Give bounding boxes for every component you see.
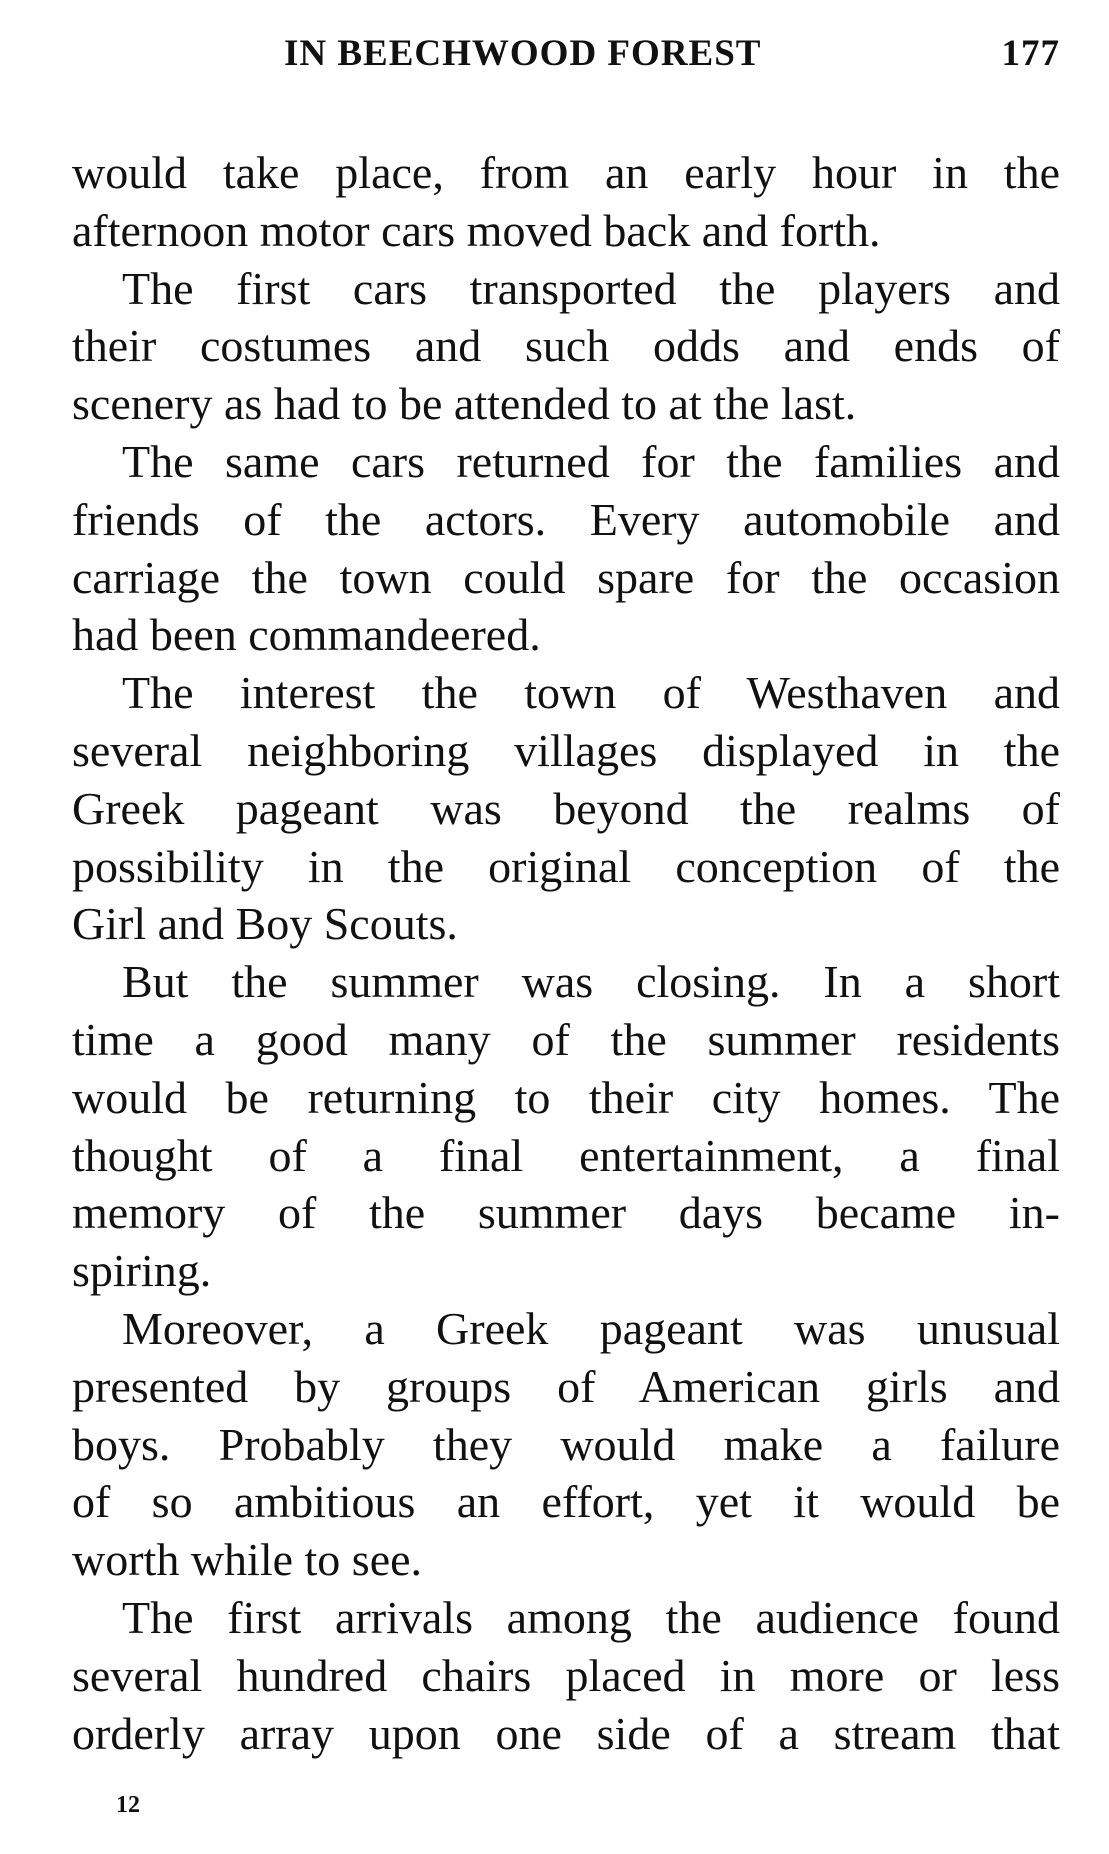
signature-mark: 12	[116, 1792, 140, 1818]
paragraph-start-line: Moreover, a Greek pageant was unusual	[122, 1302, 1060, 1354]
book-page	[72, 24, 1060, 1834]
text-line: their costumes and such odds and ends of	[72, 320, 1060, 372]
text-line: Girl and Boy Scouts.	[72, 898, 458, 950]
running-title: IN BEECHWOOD FOREST	[284, 33, 762, 74]
paragraph-start-line: The first arrivals among the audience found	[122, 1591, 1060, 1643]
text-line: several neighboring villages displayed in the	[72, 724, 1060, 776]
text-line: friends of the actors. Every automobile and	[72, 493, 1060, 545]
text-line: Greek pageant was beyond the realms of	[72, 782, 1060, 834]
text-line: would take place, from an early hour in the	[72, 147, 1060, 198]
text-line: possibility in the original conception of the	[72, 840, 1060, 892]
text-line: afternoon motor cars moved back and forth.	[72, 204, 881, 256]
paragraph-start-line: The interest the town of Westhaven and	[122, 667, 1060, 719]
text-line: carriage the town could spare for the occasion	[72, 551, 1060, 603]
text-line: time a good many of the summer residents	[72, 1013, 1060, 1065]
text-line: of so ambitious an effort, yet it would be	[72, 1476, 1060, 1528]
body-text	[72, 144, 1060, 1762]
text-line: worth while to see.	[72, 1534, 423, 1586]
text-line: would be returning to their city homes. The	[72, 1071, 1060, 1123]
text-line: orderly array upon one side of a stream that	[72, 1707, 1060, 1759]
text-line: boys. Probably they would make a failure	[72, 1418, 1060, 1470]
paragraph-start-line: The same cars returned for the families and	[122, 435, 1060, 487]
text-line: memory of the summer days became in-	[72, 1187, 1060, 1239]
text-line: had been commandeered.	[72, 609, 541, 661]
text-line: scenery as had to be attended to at the last.	[72, 378, 857, 430]
paragraph-start-line: But the summer was closing. In a short	[122, 956, 1060, 1008]
text-line: spiring.	[72, 1245, 212, 1297]
text-line: presented by groups of American girls and	[72, 1360, 1060, 1412]
text-line: thought of a final entertainment, a final	[72, 1129, 1060, 1181]
paragraph-start-line: The first cars transported the players and	[122, 262, 1060, 314]
running-head	[72, 24, 1060, 82]
text-line: several hundred chairs placed in more or less	[72, 1649, 1060, 1701]
page-number: 177	[1001, 33, 1060, 74]
